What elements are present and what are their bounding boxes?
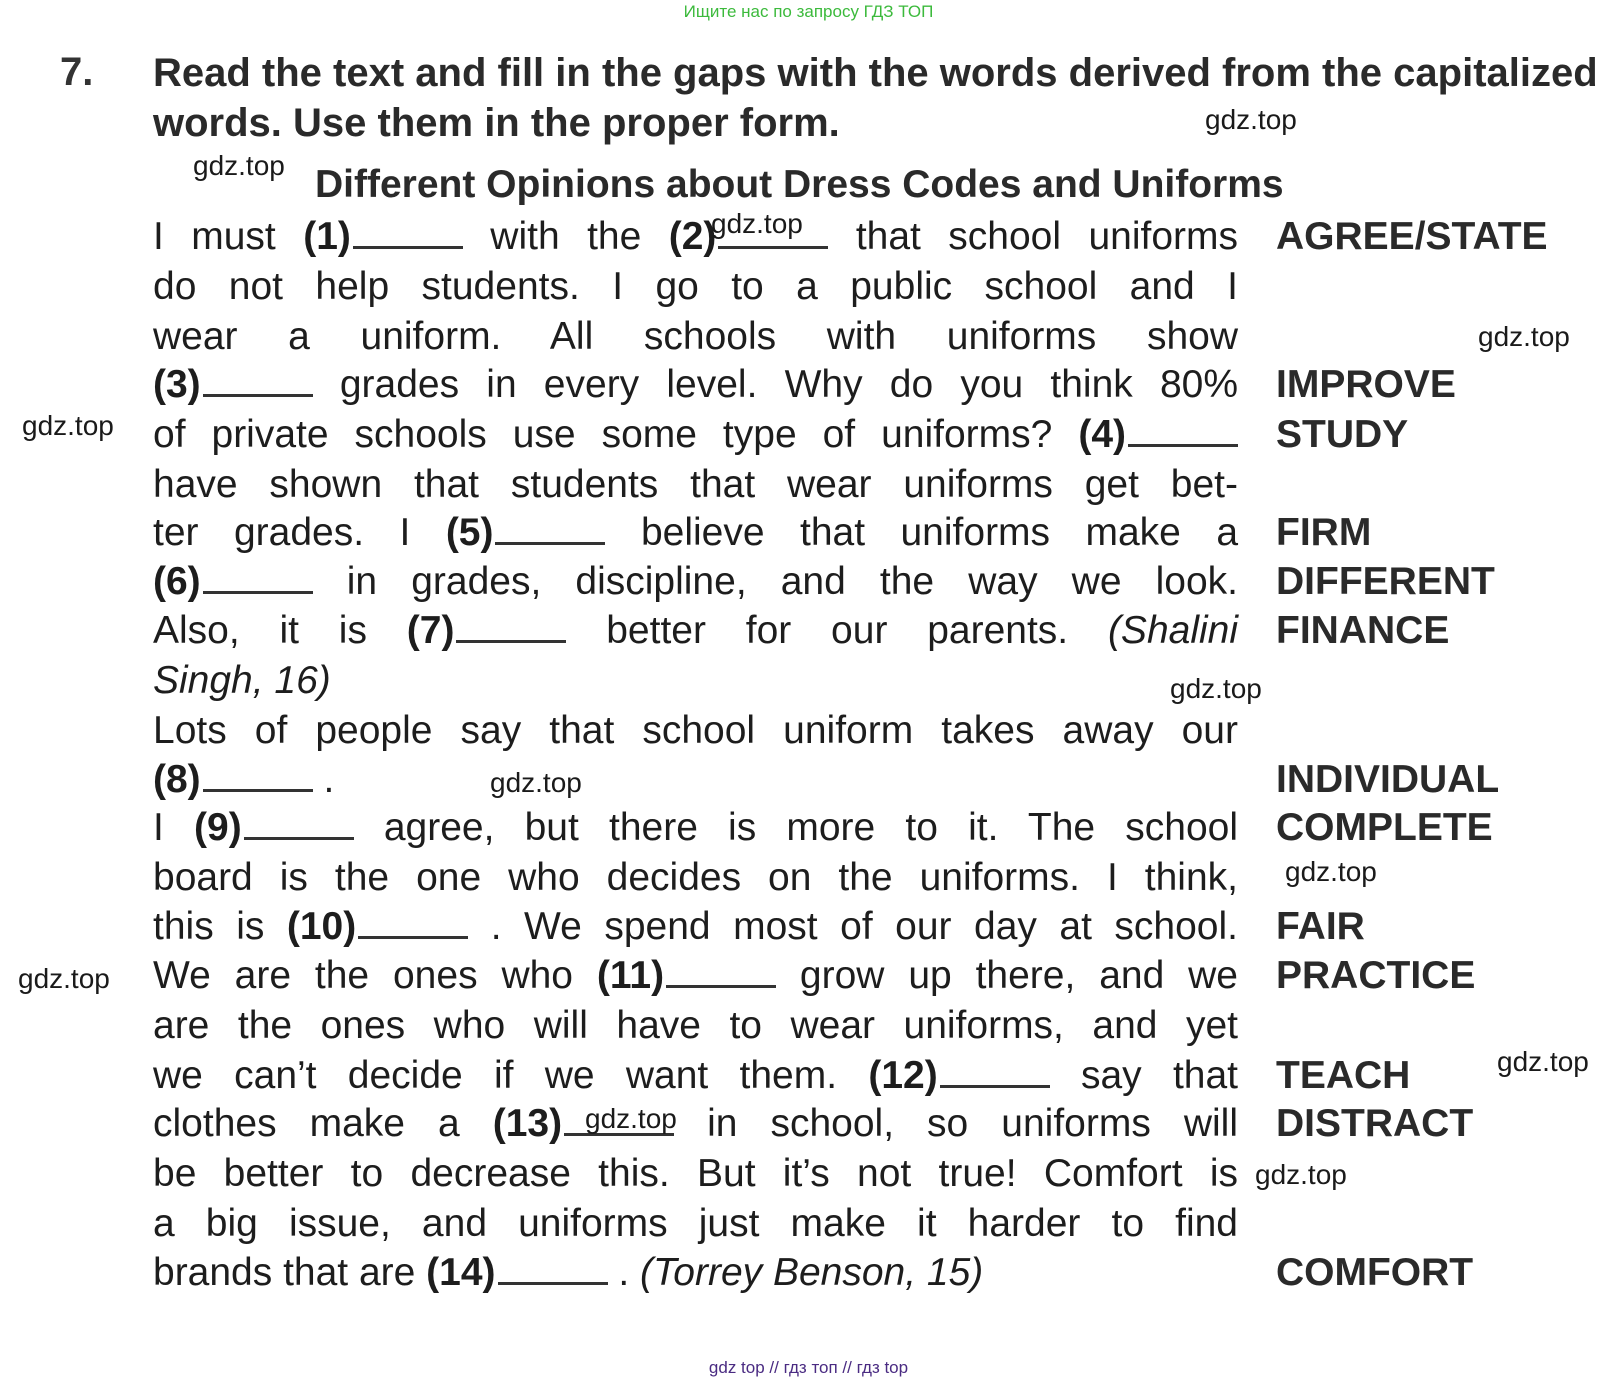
author-credit: (Torrey Benson, 15) <box>640 1251 984 1294</box>
watermark: gdz.top <box>1170 673 1262 704</box>
text-line <box>153 460 1238 510</box>
text-line <box>153 557 1238 607</box>
gap-number: (3) <box>153 363 201 406</box>
text-line <box>153 902 1238 952</box>
text-line <box>153 1099 1238 1149</box>
gap-number: (8) <box>153 758 201 801</box>
text-segment: board is the one who decides on the uniforms. I think, <box>153 856 1238 899</box>
text-line <box>153 508 1238 558</box>
text-segment: better for our parents. <box>566 609 1108 652</box>
gap-blank <box>203 366 313 397</box>
gap-blank <box>358 908 468 939</box>
text-line <box>153 606 1238 656</box>
gap-blank <box>203 563 313 594</box>
text-line <box>153 212 1238 262</box>
text-segment: with the <box>462 215 669 258</box>
text-line <box>153 1051 1238 1101</box>
text-segment: in school, so uniforms will <box>674 1102 1238 1145</box>
text-segment: that school uniforms <box>828 215 1238 258</box>
text-segment: we can’t decide if we want them. <box>153 1054 869 1097</box>
text-segment: Lots of people say that school uniform takes away our <box>153 709 1238 752</box>
text-segment: have shown that students that wear uniforms get bet- <box>153 463 1238 506</box>
watermark: gdz.top <box>1478 321 1570 352</box>
text-segment: . <box>312 758 335 801</box>
text-line <box>153 1149 1238 1199</box>
text-line <box>153 1248 1238 1298</box>
text-line <box>153 1199 1238 1249</box>
watermark: gdz.top <box>1205 104 1297 135</box>
keyword-4: STUDY <box>1276 413 1409 456</box>
text-line <box>153 656 1238 706</box>
gap-number: (11) <box>596 954 665 997</box>
keyword-3: IMPROVE <box>1276 363 1456 406</box>
text-segment: clothes make a <box>153 1102 493 1145</box>
keyword-12: TEACH <box>1276 1054 1411 1097</box>
text-line <box>153 312 1238 362</box>
text-line <box>153 803 1238 853</box>
gap-blank <box>495 514 605 545</box>
text-segment: are the ones who will have to wear uniforms, and yet <box>153 1004 1238 1047</box>
text-segment: believe that uniforms make a <box>605 511 1239 554</box>
text-segment: brands that are <box>153 1251 427 1294</box>
text-segment: of private schools use some type of uniforms? <box>153 413 1079 456</box>
watermark: gdz.top <box>585 1103 677 1134</box>
text-segment: agree, but there is more to it. The school <box>353 806 1239 849</box>
gap-blank <box>353 218 463 249</box>
keyword-14: COMFORT <box>1276 1251 1474 1294</box>
watermark: gdz.top <box>1255 1159 1347 1190</box>
text-line <box>153 410 1238 460</box>
gap-number: (5) <box>445 511 494 554</box>
text-segment: do not help students. I go to a public school and I <box>153 265 1238 308</box>
text-segment: I must <box>153 215 304 258</box>
text-line <box>153 951 1238 1001</box>
text-line <box>153 755 1238 805</box>
keyword-10: FAIR <box>1276 905 1365 948</box>
author-credit: Singh, 16) <box>153 659 331 702</box>
keyword-8: INDIVIDUAL <box>1276 758 1500 801</box>
text-segment: a big issue, and uniforms just make it harder to find <box>153 1202 1238 1245</box>
gap-blank <box>456 612 566 643</box>
keyword-5: FIRM <box>1276 511 1372 554</box>
watermark: gdz.top <box>193 150 285 181</box>
gap-blank <box>498 1254 608 1285</box>
gap-number: (12) <box>868 1054 938 1097</box>
gap-number: (4) <box>1078 413 1126 456</box>
text-line <box>153 262 1238 312</box>
gap-number: (14) <box>426 1251 496 1294</box>
text-line <box>153 360 1238 410</box>
text-segment: be better to decrease this. But it’s not true! Comfort is <box>153 1152 1238 1195</box>
watermark: gdz.top <box>711 208 803 239</box>
gap-blank <box>244 809 354 840</box>
gap-number: (7) <box>406 609 455 652</box>
text-segment: grades in every level. Why do you think 80% <box>312 363 1238 406</box>
text-line <box>153 853 1238 903</box>
author-credit: (Shalini <box>1107 609 1239 652</box>
text-line <box>153 1001 1238 1051</box>
text-segment: We are the ones who <box>153 954 597 997</box>
keyword-7: FINANCE <box>1276 609 1450 652</box>
gap-number: (13) <box>492 1102 563 1145</box>
text-segment: grow up there, and we <box>776 954 1238 997</box>
gap-blank <box>940 1057 1050 1088</box>
text-line <box>153 706 1238 756</box>
gap-blank <box>203 761 313 792</box>
gap-blank <box>666 957 776 988</box>
keyword-1-2: AGREE/STATE <box>1276 215 1548 258</box>
text-segment: wear a uniform. All schools with uniforms show <box>153 315 1238 358</box>
gap-number: (10) <box>286 905 357 948</box>
keyword-11: PRACTICE <box>1276 954 1476 997</box>
watermark: gdz.top <box>18 963 110 994</box>
task-instructions: Read the text and fill in the gaps with the words derived from the capitalized words. Use them in the proper form. <box>153 51 1598 145</box>
keyword-6: DIFFERENT <box>1276 560 1495 603</box>
gap-number: (1) <box>303 215 351 258</box>
watermark: gdz.top <box>1285 856 1377 887</box>
watermark: gdz.top <box>1497 1046 1589 1077</box>
text-title: Different Opinions about Dress Codes and Uniforms <box>315 163 1284 206</box>
keyword-13: DISTRACT <box>1276 1102 1474 1145</box>
text-segment: I <box>153 806 195 849</box>
text-segment: this is <box>153 905 287 948</box>
gap-number: (6) <box>153 560 201 603</box>
text-segment: in grades, discipline, and the way we look. <box>312 560 1238 603</box>
gap-number: (9) <box>194 806 242 849</box>
gap-blank <box>1128 416 1238 447</box>
gap-number: (2) <box>668 215 717 258</box>
keyword-9: COMPLETE <box>1276 806 1493 849</box>
task-number: 7. <box>60 50 94 94</box>
footer: gdz top // гдз топ // гдз top <box>708 1358 909 1377</box>
top-banner: Ищите нас по запросу ГДЗ ТОП <box>683 2 934 21</box>
text-segment: Also, it is <box>153 609 407 652</box>
text-segment: . <box>607 1251 641 1294</box>
watermark: gdz.top <box>490 767 582 798</box>
text-segment: say that <box>1049 1054 1238 1097</box>
text-segment: ter grades. I <box>153 511 446 554</box>
watermark: gdz.top <box>22 410 114 441</box>
text-segment: . We spend most of our day at school. <box>468 905 1238 948</box>
